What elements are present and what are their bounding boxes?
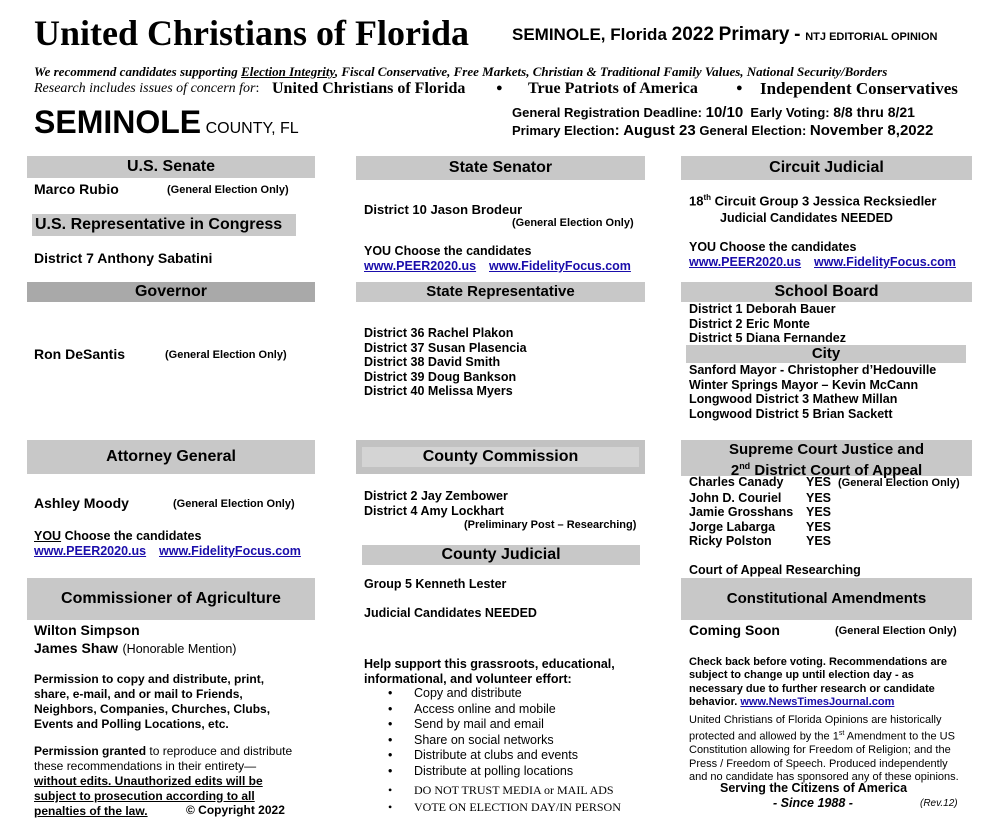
- sc-row: Jamie Grosshans YES: [689, 505, 832, 520]
- year: 2022: [671, 24, 714, 45]
- cc-note: (Preliminary Post – Researching): [464, 519, 637, 531]
- sr-item: District 38 David Smith: [364, 355, 501, 370]
- city-list: [689, 363, 936, 421]
- bullet-1: ●: [496, 82, 503, 94]
- circuit-name: [689, 193, 936, 208]
- sc-list: [689, 475, 960, 549]
- county-judicial-header: County Judicial: [362, 545, 640, 565]
- sr-item: District 37 Susan Plasencia: [364, 340, 527, 355]
- check-back: [689, 656, 961, 709]
- org-title: United Christians of Florida: [34, 13, 470, 53]
- reg-date: 10/10: [705, 104, 744, 121]
- rev-text: (Rev.12): [920, 798, 958, 809]
- city-item: Longwood District 3 Mathew Millan: [689, 392, 898, 407]
- sc-header-line2: 2nd District Court of Appeal: [730, 461, 923, 479]
- city-item: Longwood District 5 Brian Sackett: [689, 406, 893, 421]
- recommend-rest: , Fiscal Conservative, Free Markets, Christian & Traditional Family Values, National Security/Borders: [334, 64, 888, 79]
- region: SEMINOLE, Florida: [512, 25, 667, 44]
- perm-granted-b: to reproduce and distribute these recommendations in their entirety—: [34, 744, 293, 773]
- ss-peer-link[interactable]: www.PEER2020.us: [364, 259, 477, 273]
- ag-choose: [34, 529, 201, 544]
- help-list: [362, 686, 578, 779]
- org3: Independent Conservatives: [760, 79, 958, 98]
- city-item: Winter Springs Mayor – Kevin McCann: [689, 377, 919, 392]
- primary-date: : August 23: [614, 122, 696, 139]
- sc-header-line1: Supreme Court Justice and: [728, 441, 925, 458]
- since-text: - Since 1988 -: [773, 796, 853, 810]
- senate-header: U.S. Senate: [27, 156, 315, 178]
- sr-item: District 36 Rachel Plakon: [364, 326, 514, 340]
- governor-note: (General Election Only): [165, 349, 287, 361]
- sb-list: [689, 302, 846, 346]
- ag-name: Ashley Moody: [34, 495, 129, 511]
- sb-item: District 1 Deborah Bauer: [689, 302, 836, 316]
- ss-name: District 10 Jason Brodeur: [364, 202, 523, 217]
- org2: True Patriots of America: [528, 80, 698, 97]
- early-date: 8/8 thru 8/21: [833, 104, 915, 120]
- circuit-peer-link[interactable]: www.PEER2020.us: [689, 255, 802, 269]
- ag-peer-link[interactable]: www.PEER2020.us: [34, 544, 147, 558]
- help-item: • Copy and distribute: [362, 686, 578, 702]
- opinion-label: NTJ EDITORIAL OPINION: [805, 31, 938, 43]
- sb-item: District 5 Diana Fernandez: [689, 331, 846, 346]
- general-date: November 8,2022: [809, 122, 934, 139]
- help-item: • Share on social networks: [362, 733, 578, 749]
- warning-item: • DO NOT TRUST MEDIA or MAIL ADS: [362, 782, 621, 799]
- senate-note: (General Election Only): [167, 184, 289, 196]
- ca-note: (General Election Only): [835, 625, 957, 637]
- sr-list: [364, 326, 527, 399]
- rep-name: District 7 Anthony Sabatini: [34, 250, 213, 266]
- circuit-needed: Judicial Candidates NEEDED: [720, 211, 893, 225]
- copyright: © Copyright 2022: [186, 803, 285, 817]
- circuit-text: Circuit Group 3 Jessica Recksiedler: [711, 193, 937, 209]
- ag-note: (General Election Only): [173, 498, 295, 510]
- registration-line: [512, 104, 915, 121]
- perm-granted-c: without edits. Unauthorized edits will be subject to prosecution according to all penalties of the law.: [34, 774, 263, 818]
- help-item: • Access online and mobile: [362, 702, 578, 718]
- ag-choose-text: Choose the candidates: [61, 529, 202, 543]
- check-text: Check back before voting. Recommendations are subject to change up until election day - as necessary due to further research or candidate behavior.: [689, 656, 947, 708]
- newstimes-link[interactable]: www.NewsTimesJournal.com: [740, 695, 895, 708]
- cj-name: Group 5 Kenneth Lester: [364, 577, 507, 591]
- early-label: Early Voting:: [750, 105, 830, 120]
- appeal-text: Court of Appeal Researching: [689, 563, 861, 577]
- county-small: COUNTY, FL: [205, 120, 299, 137]
- school-board-header: School Board: [681, 282, 972, 302]
- state-rep-header: State Representative: [356, 282, 645, 302]
- circuit-header: Circuit Judicial: [681, 156, 972, 180]
- research-text: Research includes issues of concern for: [34, 81, 256, 96]
- city-item: Sanford Mayor - Christopher d’Hedouville: [689, 363, 937, 377]
- general-label: General Election:: [699, 123, 807, 138]
- city-header: City: [686, 345, 966, 363]
- sb-item: District 2 Eric Monte: [689, 316, 810, 331]
- ag-header: Attorney General: [27, 440, 315, 474]
- agri-name-2: James Shaw: [34, 640, 119, 656]
- recommend-text: We recommend candidates supporting: [34, 64, 238, 79]
- ca-text: Coming Soon: [689, 622, 780, 638]
- primary-line: [512, 122, 933, 139]
- cc-item: District 2 Jay Zembower: [364, 489, 508, 503]
- circuit-sup: th: [703, 193, 712, 202]
- agriculture-header: Commissioner of Agriculture: [27, 578, 315, 620]
- sc-row: John D. Couriel YES: [689, 490, 832, 505]
- circuit-num: 18: [689, 193, 704, 209]
- amendments-header: Constitutional Amendments: [681, 578, 972, 620]
- dash: -: [794, 24, 801, 45]
- state-senator-header: State Senator: [356, 156, 645, 180]
- warning-item: • VOTE ON ELECTION DAY/IN PERSON: [362, 799, 621, 816]
- sr-item: District 40 Melissa Myers: [364, 384, 513, 399]
- sc-row: Charles Canady YES (General Election Only): [689, 475, 960, 489]
- org1: United Christians of Florida: [272, 80, 466, 97]
- governor-header: Governor: [27, 282, 315, 302]
- circuit-choose: YOU Choose the candidates: [689, 240, 857, 254]
- opinions-text: United Christians of Florida Opinions are historically protected and allowed by the 1st Amendment to the US Constitution allowing for Freedom of Religion; and the Press / Freedom of Speech. Produced independently and no candidate has sponsored any of these opinions.: [689, 714, 959, 783]
- primary-label: Primary Election: [512, 123, 615, 138]
- governor-name: Ron DeSantis: [34, 346, 126, 362]
- ss-choose: YOU Choose the candidates: [364, 244, 532, 258]
- cj-needed: Judicial Candidates NEEDED: [364, 606, 537, 620]
- county-commission-header: County Commission: [356, 440, 645, 474]
- warning-list: [362, 782, 621, 816]
- recommend-line: [34, 64, 887, 80]
- permission-copy: Permission to copy and distribute, print, share, e-mail, and or mail to Friends, Neighbors, Companies, Churches, Clubs, Events and Polling Locations, etc.: [34, 672, 271, 731]
- research-colon: :: [255, 81, 260, 96]
- agri-line-2: [34, 640, 236, 658]
- election-integrity: Election Integrity: [241, 64, 335, 79]
- agri-name-1: Wilton Simpson: [34, 622, 140, 638]
- county-big: SEMINOLE: [34, 104, 202, 140]
- rep-header: U.S. Representative in Congress: [32, 214, 296, 236]
- cc-item: District 4 Amy Lockhart: [364, 503, 504, 518]
- supreme-court-header: [681, 440, 972, 479]
- sr-item: District 39 Doug Bankson: [364, 369, 517, 384]
- ss-note: (General Election Only): [512, 217, 634, 229]
- cc-list: [364, 489, 508, 518]
- bullet-2: ●: [736, 82, 743, 94]
- circuit-fidelity-link[interactable]: www.FidelityFocus.com: [814, 255, 956, 269]
- help-item: • Send by mail and email: [362, 717, 578, 733]
- sc-row: Jorge Labarga YES: [689, 519, 832, 534]
- reg-label: General Registration Deadline:: [512, 105, 702, 120]
- county-title: [34, 104, 299, 141]
- election-title: [512, 24, 937, 46]
- help-item: • Distribute at polling locations: [362, 764, 578, 780]
- senate-name: Marco Rubio: [34, 181, 119, 197]
- research-line: [34, 81, 259, 97]
- serving-text: Serving the Citizens of America: [720, 781, 908, 795]
- ag-you: YOU: [34, 529, 62, 543]
- sc-row: Ricky Polston YES: [689, 534, 832, 549]
- help-item: • Distribute at clubs and events: [362, 748, 578, 764]
- election-type: Primary: [718, 24, 790, 45]
- ag-fidelity-link[interactable]: www.FidelityFocus.com: [159, 544, 301, 558]
- perm-granted-a: Permission granted: [34, 744, 147, 758]
- help-text: Help support this grassroots, educational, informational, and volunteer effort:: [364, 657, 615, 686]
- agri-mention: (Honorable Mention): [122, 642, 237, 656]
- ss-fidelity-link[interactable]: www.FidelityFocus.com: [489, 259, 631, 273]
